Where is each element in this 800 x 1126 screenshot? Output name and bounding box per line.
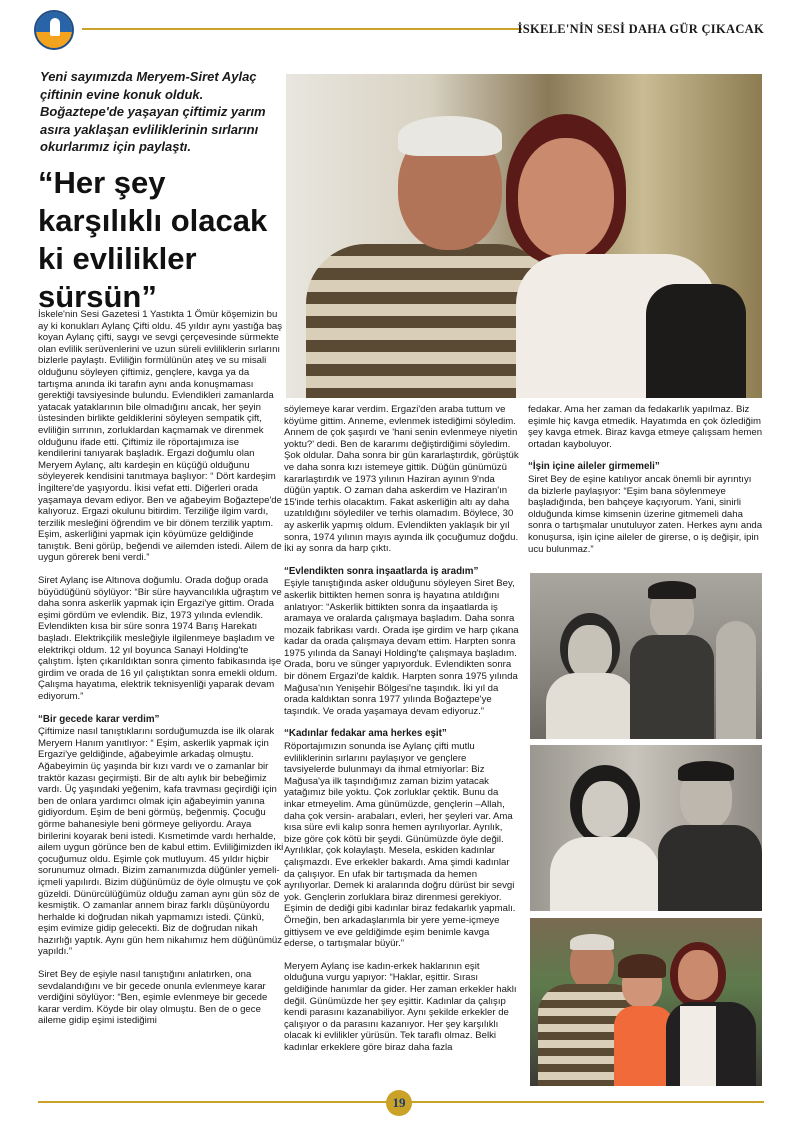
paragraph: söylemeye karar verdim. Ergazi'den araba tuttum ve köyüme gittim. Anneme, evlenmek istediğimi söyledim. Annem de çok şaşırdı ve 'hani senin evlenmeye niyetin yoktu?' dedi. Ben de kararımı değiştirdiğimi söyledim. Şok oldular. Daha sonra bir gün kararlaştırdık, görüştük ve daha sonra kızı istemeye gittik. Düğün günümüzü kararlaştırdık ve 1973 yılının Haziran ayının 9'nda düğün yaptık. O zaman daha askerdim ve Haziran'ın 15'inde terhis olacaktım. Fakat askerliğin altı ay daha uzatıldığını söylediler ve terhis olamadım. Böylece, 30 ay askerlik yapmış oldum. Evlendikten yaklaşık bir yıl sonra, 1974 yılının mayıs ayında ilk çocuğumuz doğdu. İki ay sonra da harp çıktı. — [284, 404, 519, 555]
paragraph: Siret Bey de eşiyle nasıl tanıştığını anlatırken, ona sevdalandığını ve bir gecede onunla evlenmeye karar verdiğini söylüyor: “Ben, eşimle evlenmeye bir gecede karar verdim. Köyde bir olay olmuştu. Ben de o gece aileme gidip eşimi istediğimi — [38, 969, 268, 1027]
paragraph: İskele'nin Sesi Gazetesi 1 Yastıkta 1 Ömür köşemizin bu ay ki konukları Aylanç Çifti oldu. 45 yıldır aynı yastığa baş koyan Aylanç çifti, saygı ve sevgi çerçevesinde sürmekte olan evlilik serüvenlerini ve uzun süreli evliliklerin sırlarını bizlerle paylaştı. Evliliğin formülünün ateş ve su misali olduğunu söyleyen çiftimiz, gençlere, kavga ya da tartışma anında iki tarafın aynı anda konuşmaması gerektiği tavsiyesinde bulundu. Evlendikleri zamanlarda yatacak yataklarının bile olmadığını ancak, her şeyin üstesinden birlikte geldiklerini söyleyen sempatik çift, evliliğin sırrının, zorluklardan kaçmamak ve direnmek olduğunu ifade etti. Çiftimiz ile röportajımıza ise kendilerini tanıyarak başladık. Ergazi doğumlu olan Meryem Aylanç, altı kardeşin en küçüğü olduğunu söyleyerek kendisini tanıtmaya başlıyor: “ Dört kardeşim İngiltere'de yaşıyordu. İkisi vefat etti. Diğerleri orada yaşamaya devam ediyor. Ben ve ağabeyim Boğaztepe'de kalıyoruz. Ergazi okulunu bitirdim. Terziliğe ilgim vardı, terzilik mesleğini öğrendim ve bir dönem terzilik yaptım. Eşim, askerliğini yapmak için köyümüze geldiğinde tanıştık. Beni görüp, beğendi ve ailemden istedi. Ailem de uygun görerek beni verdi.” — [38, 309, 283, 564]
subheading: “İşin içine aileler girmemeli” — [528, 461, 660, 473]
article-column-2 — [284, 404, 520, 1064]
paragraph: Çiftimize nasıl tanıştıklarını sorduğumuzda ise ilk olarak Meryem Hanım yanıtlıyor: “ Eşim, askerlik yapmak için Ergazi'ye geldiğinde, ağabeyimle arkadaş olmuştu. Ağabeyimin üç yaşında bir kızı vardı ve o zamanlar bir traktör kazası geçirmişti. Bir de altı aylık bir bebeğimiz vardı. Üç yaşındaki yeğenim, kafa travması geçirdiği için ben de onlara yardımcı olmak için ağabeyimin yanına gidiyordum. Eşim de beni görmüş, beğenmiş. Çocuğu görme bahanesiyle beni görmeye geliyordu. Araya birilerini koyarak beni istedi. Kısmetimde vardı herhalde, ailem uygun görünce ben de kabul ettim. Evliliğimizden iki çocuğumuz oldu. Eşimle çok mutluyum. 45 yıldır hiçbir sorunumuz olmadı. Bizim zamanımızda düğünler yemeli-içmeli yapılırdı. Bizim düğünümüz de öyle olmuştu ve çok güzeldi. Dünürcülüğümüz olduğu zaman aynı gün söz de kesmiştik. O zamanlar annem biraz farklı düşünüyordu herhalde ki doğrudan nikah yapmamızı istedi. Çünkü, eşim evimize gidip gelecekti. Biz de doğrudan nikah hazırlığı yaptık. Aynı gün hem nikahımız hem düğünümüz yapıldı.” — [38, 726, 284, 958]
intro-text: Yeni sayımızda Meryem-Siret Aylaç çiftinin evine konuk olduk. Boğaztepe'de yaşayan çiftimiz yarım asıra yaklaşan evliliklerinin sırlarını okurlarımız için paylaştı. — [40, 69, 266, 154]
wedding-photo-1 — [530, 573, 762, 739]
logo — [34, 10, 74, 50]
paragraph: Eşiyle tanıştığında asker olduğunu söyleyen Siret Bey, askerlik bittikten hemen sonra iş hayatına atıldığını anlatıyor: “Askerlik bittikten sonra da inşaatlarda iş aramaya ve oralarda çalışmaya başladım. Daha sonra mozaik fabrikası vardı. Orada işe girdim ve harp çıkana kadar da orada çalışmaya devam ettim. Harpten sonra 1975 yılında da Sanayi Holding'te çalışmaya başladım. Orada, boru ve sünger yapıyorduk. Evlendikten sonra bir dönem Ergazi'de kaldık. Harpten sonra 1975 yılında Mağusa'nın Yenişehir Bölgesi'ne taşındık. İki yıl da orada kaldıktan sonra 1977 yılında Boğaztepe'ye taşındık. Ve orada yaşamaya devam ediyoruz.” — [284, 578, 519, 717]
headline: “Her şey karşılıklı olacak ki evlilikler sürsün” — [38, 165, 268, 314]
subheading: “Evlendikten sonra inşaatlarda iş aradım” — [284, 565, 479, 577]
header-title: İSKELE'NİN SESİ DAHA GÜR ÇIKACAK — [517, 22, 764, 36]
paragraph: Siret Bey de eşine katılıyor ancak önemli bir ayrıntıyı da bizlerle paylaşıyor: “Eşim bana söylenmeye başladığında, ben bahçeye kaçıyorum. Yani, sinirli olduğunda kimse kimsenin üzerine gitmemeli daha sonra o tartışmalar unutuluyor zaten. Herkes aynı anda konuşursa, işin içine aileler de girerse, o iş değişir, ipin ucu bulunmaz.” — [528, 473, 763, 555]
paragraph: Meryem Aylanç ise kadın-erkek haklarının eşit olduğuna vurgu yapıyor: “Haklar, eşittir. Sırası geldiğinde hanımlar da gider. Her zaman erkekler haklı değil. Günümüzde her şey eşittir. Kadınlar da çalışıp kendi parasını kazanabiliyor. Aynı şekilde erkekler de çalışıyor o da parasını kazanıyor. Her şey karşılıklı olacak ki evlilikler yürüsün. Tek taraflı olmaz. Belki kadınlar erkeklere göre biraz daha fazla — [284, 960, 517, 1053]
article-column-3 — [528, 404, 764, 566]
subheading: “Kadınlar fedakar ama herkes eşit” — [284, 728, 447, 740]
header-divider — [82, 28, 522, 30]
couple-photo — [286, 74, 762, 398]
paragraph: Röportajımızın sonunda ise Aylanç çifti mutlu evliliklerinin sırlarını paylaşıyor ve gençlere tavsiyelerde bulunmayı da ihmal etmiyorlar: Biz Mağusa'ya ilk taşındığımız zaman bizim yatacak yatağımız bile yoktu. Çok zorluklar çektik. Bunu da inkar etmeyelim. Ama günümüzde, gençlerin –Allah, daha çok versin- arabaları, evleri, her şeyleri var. Ama kısa süre evli kalıp sonra hemen ayrılıyorlar. Ayrılık, bize göre çok kötü bir şeydi. Günümüzde öyle değil. Ayrılıklar, çok kolaylaştı. Mesela, eskiden kadınlar çalışmazdı. Eve erkekler bakardı. Ama şimdi kadınlar da çalışıyor. En ufak bir tartışmada da hemen ayrılıyorlar. Demek ki aralarında doğru dürüst bir sevgi yok. Gençlerin zorluklara biraz direnmesi gerekiyor. Eşimin de dediği gibi kadınlar biraz fedakarlık yapmalı. Örneğin, ben arkadaşlarımla bir yere yeme-içmeye gittiysem ve eve geldiğimde eşim benimle kavga ederse, o tartışmalar büyür.” — [284, 741, 516, 950]
page-number: 19 — [386, 1090, 412, 1116]
tree-icon — [50, 18, 60, 36]
wedding-photo-2 — [530, 745, 762, 911]
article-column-1 — [38, 309, 284, 1038]
subheading: “Bir gecede karar verdim” — [38, 713, 160, 725]
family-photo — [530, 918, 762, 1086]
paragraph: Siret Aylanç ise Altınova doğumlu. Orada doğup orada büyüdüğünü söylüyor: “Bir süre hayvancılıkla uğraştım ve daha sonra askerlik yapmak için Ergazi'ye gittim. Orada eşimi gördüm ve evlendik. Biz, 1973 yılında evlendik. Evlendikten kısa bir süre sonra 1974 Barış Harekatı başladı. Elektrikçilik mesleğiyle ilgilenmeye başladım ve elektrikçi oldum. 12 yıl boyunca Sanayi Holding'te çalıştım. İşten çıkarıldıktan sonra çimento fabikasında işe girdim ve orada de 16 yıl çalıştıktan sonra emekli oldum. Çalışma hayatıma, elektrik teknisyenliği yaparak devam ediyorum.” — [38, 575, 282, 702]
paragraph: fedakar. Ama her zaman da fedakarlık yapılmaz. Biz eşimle hiç kavga etmedik. Hayatımda en çok özlediğim şey kavga etmek. Biraz kavga etmeye çalışsam hemen ortadan kayboluyor. — [528, 404, 763, 450]
